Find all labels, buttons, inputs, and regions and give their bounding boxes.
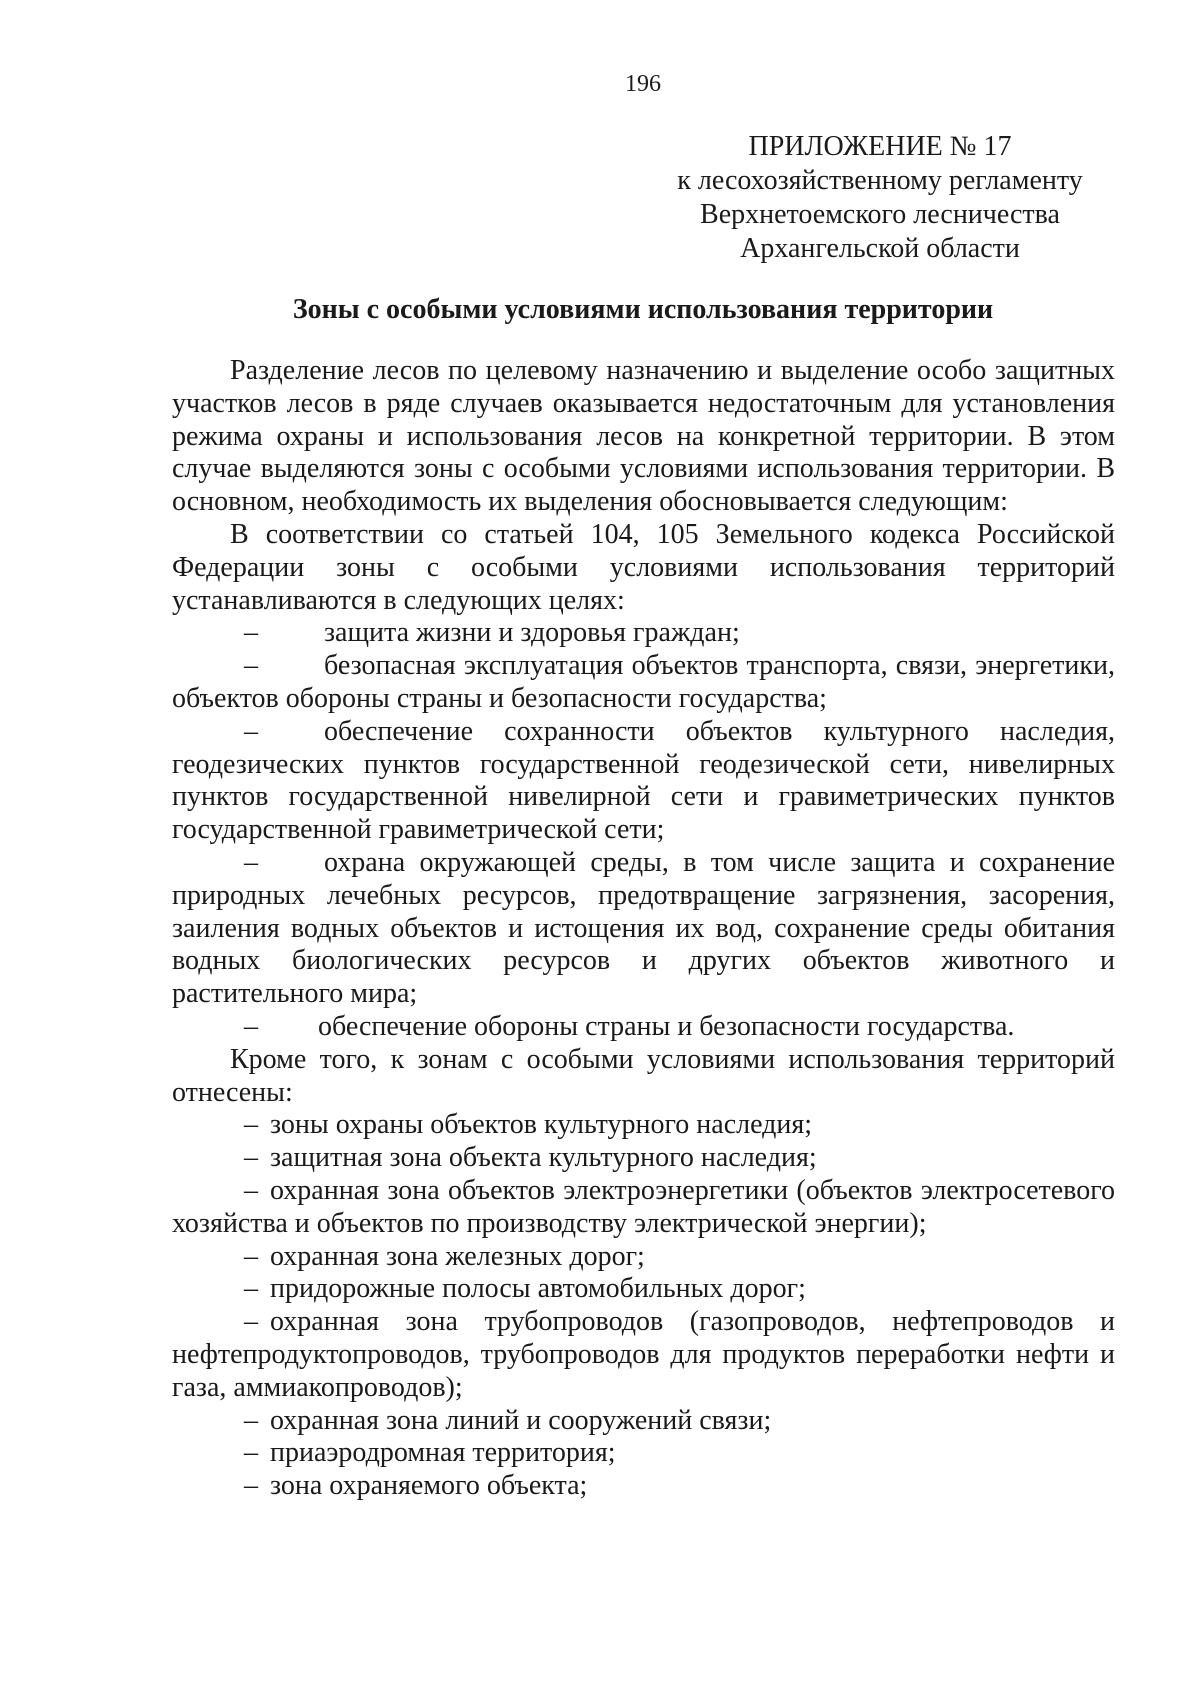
dash-marker: – bbox=[244, 1437, 258, 1469]
dash-marker: – bbox=[244, 846, 258, 878]
list-item-text: зона охраняемого объекта; bbox=[270, 1470, 588, 1502]
list-item bbox=[172, 847, 1115, 1011]
list-item-text: обеспечение сохранности объектов культурного наследия, геодезических пунктов государственной геодезической сети, нивелирных пунктов государственной нивелирной сети и гравиметрических пунктов государственной гравиметрической сети; bbox=[172, 715, 1115, 846]
document-title: Зоны с особыми условиями использования территории bbox=[292, 294, 994, 325]
list-item-text: охрана окружающей среды, в том числе защита и сохранение природных лечебных ресурсов, предотвращение загрязнения, засорения, заиления водных объектов и истощения их вод, сохранение среды обитания водных биологических ресурсов и других объектов животного и растительного мира; bbox=[172, 846, 1115, 1010]
dash-marker: – bbox=[244, 1470, 258, 1502]
dash-marker: – bbox=[244, 1142, 258, 1174]
dash-marker: – bbox=[244, 1273, 258, 1305]
list-item bbox=[172, 1011, 1115, 1044]
dash-marker: – bbox=[244, 1404, 258, 1436]
list-item bbox=[172, 1109, 1115, 1142]
list-item-text: защита жизни и здоровья граждан; bbox=[324, 617, 740, 649]
dash-marker: – bbox=[244, 1306, 258, 1338]
list-item bbox=[172, 1241, 1115, 1274]
list-item bbox=[172, 1273, 1115, 1306]
list-item-text: безопасная эксплуатация объектов транспорта, связи, энергетики, объектов обороны страны и безопасности государства; bbox=[172, 650, 1115, 714]
appendix-region: Архангельской области bbox=[740, 233, 1020, 264]
list-item-text: зоны охраны объектов культурного наследия; bbox=[270, 1109, 813, 1141]
list-item bbox=[172, 1175, 1115, 1241]
document-body bbox=[172, 355, 1115, 1503]
list-item-text: охранная зона объектов электроэнергетики (объектов электросетевого хозяйства и объектов по производству электрической энергии); bbox=[172, 1174, 1115, 1239]
appendix-header bbox=[660, 130, 1100, 266]
dash-marker: – bbox=[244, 1010, 258, 1042]
list-item bbox=[172, 1405, 1115, 1438]
list-item-text: охранная зона трубопроводов (газопроводов, нефтепроводов и нефтепродуктопроводов, трубопроводов для продуктов переработки нефти и газа, аммиакопроводов); bbox=[172, 1306, 1115, 1403]
list-item bbox=[172, 716, 1115, 847]
dash-marker: – bbox=[244, 715, 258, 747]
appendix-reference: к лесохозяйственному регламенту bbox=[677, 165, 1083, 196]
list-item-text: обеспечение обороны страны и безопасности государства. bbox=[318, 1010, 1015, 1042]
paragraph-additional-zones: Кроме того, к зонам с особыми условиями использования территорий отнесены: bbox=[172, 1043, 1115, 1108]
dash-marker: – bbox=[244, 617, 258, 649]
dash-marker: – bbox=[244, 1109, 258, 1141]
list-item-text: приаэродромная территория; bbox=[270, 1437, 616, 1469]
list-item-text: охранная зона линий и сооружений связи; bbox=[270, 1404, 772, 1436]
appendix-forestry: Верхнетоемского лесничества bbox=[700, 199, 1060, 230]
list-item bbox=[172, 1437, 1115, 1470]
list-item-text: охранная зона железных дорог; bbox=[270, 1240, 645, 1272]
paragraph-intro: Разделение лесов по целевому назначению и выделение особо защитных участков лесов в ряде случаев оказывается недостаточным для установления режима охраны и использования лесов на конкретной территории. В этом случае выделяются зоны с особыми условиями использования территории. В основном, необходимость их выделения обосновывается следующим: bbox=[172, 355, 1115, 518]
page-number: 196 bbox=[625, 71, 661, 97]
dash-marker: – bbox=[244, 1240, 258, 1272]
list-item-text: придорожные полосы автомобильных дорог; bbox=[270, 1273, 806, 1305]
paragraph-land-code: В соответствии со статьей 104, 105 Земельного кодекса Российской Федерации зоны с особыми условиями использования территорий устанавливаются в следующих целях: bbox=[172, 518, 1115, 616]
list-item bbox=[172, 650, 1115, 716]
appendix-number: ПРИЛОЖЕНИЕ № 17 bbox=[748, 131, 1012, 162]
list-item-text: защитная зона объекта культурного наследия; bbox=[270, 1142, 817, 1174]
dash-marker: – bbox=[244, 1174, 258, 1206]
list-item bbox=[172, 1470, 1115, 1503]
dash-marker: – bbox=[244, 650, 258, 682]
list-item bbox=[172, 1142, 1115, 1175]
list-item bbox=[172, 1306, 1115, 1404]
list-item bbox=[172, 617, 1115, 650]
